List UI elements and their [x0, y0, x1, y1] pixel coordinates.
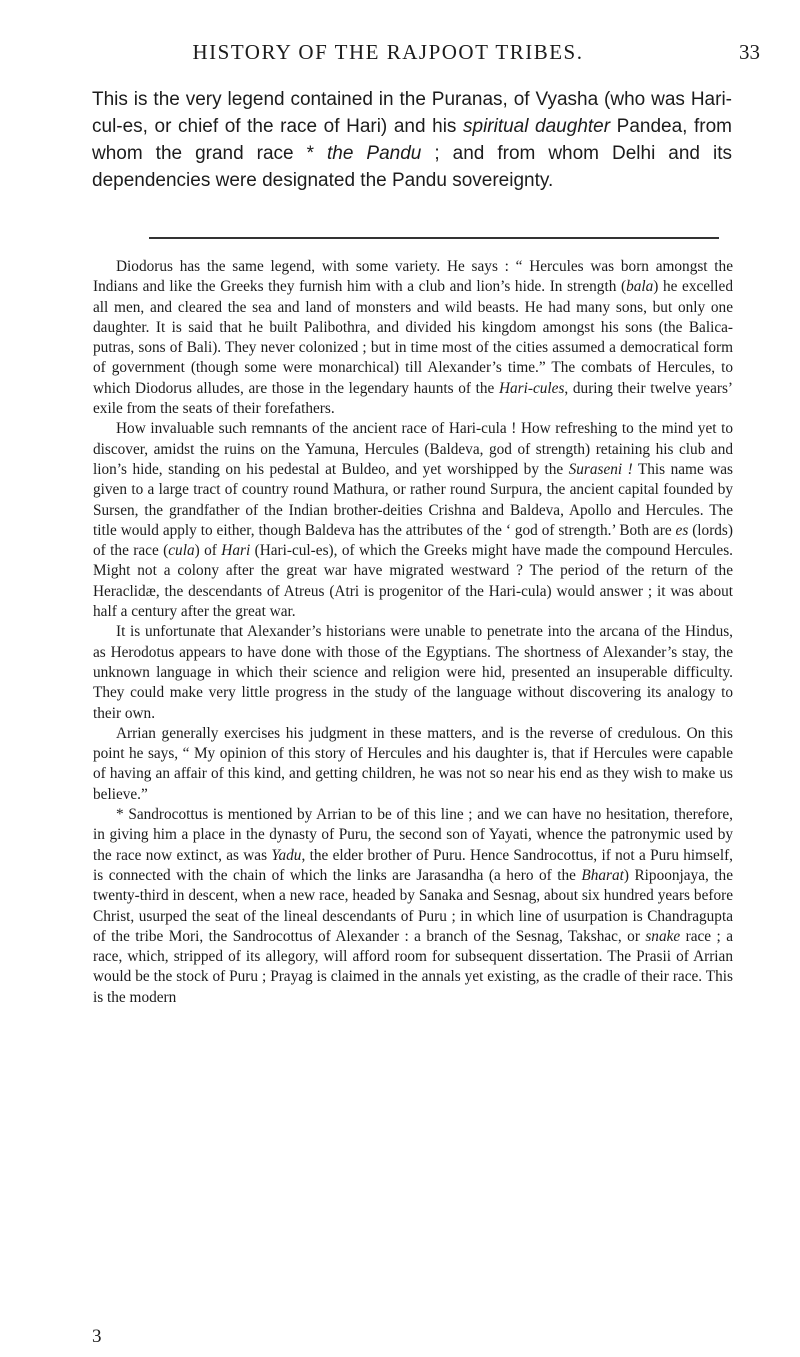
italic-run: Suraseni ! [568, 460, 633, 478]
footnote-paragraph-alexander: It is unfortunate that Alexander’s historians were unable to penetrate into the arcana of the Hindus, as Herodotus appears to have done with those of the Egyptians. The shortness of Alexander’s stay, the unknown language in which their science and religion were hid, presented an insuperable difficulty. They could make very little progress in the study of the language without discovering its analogy to their own. [93, 623, 733, 722]
italic-run: spiritual daughter [463, 116, 611, 137]
text-run: This name was given to a large tract of country round Mathura, or rather round Surpura, the ancient capital founded by Sursen, the grandfather of the Indian brother-deities Crishna and Baldeva, Apollo and Hercules. The title would apply to either, though Baldeva has the attributes of the ‘ god of strength.’ Both are [93, 460, 733, 539]
footnotes [93, 257, 733, 1008]
text-run: Pandea, from whom the grand race * [92, 116, 733, 164]
italic-run: Yadu [271, 846, 302, 864]
text-run: ; and from whom Delhi and its dependencies were designated the Pandu sovereignty. [92, 143, 732, 191]
text-run: ) of [194, 542, 222, 560]
italic-run: the Pandu [327, 143, 422, 164]
italic-run: Hari-cules [498, 379, 565, 397]
text-run: ) Ripoonjaya, the twenty-third in descent, when a new race, headed by Sanaka and Sesnag, about six hundred years before Christ, usurped the seat of the lineal descendants of Puru ; in which line of usurpation is Chandragupta of the tribe Mori, the Sandrocottus of Alexander : a branch of the Sesnag, Takshac, or [93, 866, 733, 945]
text-run: , the elder brother of Puru. Hence Sandrocottus, if not a Puru himself, is connected with the chain of which the links are Jarasandha (a hero of the [93, 846, 733, 884]
italic-run: Bharat [581, 866, 624, 884]
text-run: (Hari-cul-es), of which the Greeks might have made the compound Hercules. Might not a colony after the great war have migrated westward ? The period of the return of the Heraclidæ, the descendants of Atreus (Atri is progenitor of the Hari-cula) would answer ; it was about half a century after the great war. [93, 542, 733, 621]
page-header [0, 40, 800, 70]
footnote-paragraph-diodorus [93, 257, 733, 419]
italic-run: bala [626, 278, 654, 296]
text-run: How invaluable such remnants of the ancient race of Hari-cula ! How refreshing to the mind yet to discover, amidst the ruins on the Yamuna, Hercules (Baldeva, god of strength) retaining his club and lion’s hide, standing on his pedestal at Buldeo, and yet worshipped by the [93, 420, 733, 478]
text-run: , during their twelve years’ exile from the seats of their forefathers. [93, 379, 734, 418]
text-run: race ; a race, which, stripped of its allegory, will afford room for subsequent dissertation. The Prasii of Arrian would be the stock of Puru ; Prayag is claimed in the annals yet existing, as the cradle of their race. This is the modern [93, 927, 733, 1006]
text-run: Diodorus has the same legend, with some variety. He says : “ Hercules was born amongst the Indians and like the Greeks they furnish him with a club and lion’s hide. In strength ( [93, 258, 733, 296]
signature-mark: 3 [92, 1326, 102, 1347]
footnote-divider [149, 237, 719, 239]
text-run: (lords) of the race ( [93, 521, 733, 560]
text-run: This is the very legend contained in the Puranas, of Vyasha (who was Hari-cul-es, or chief of the race of Hari) and his [92, 89, 732, 137]
footnote-paragraph-arrian: Arrian generally exercises his judgment in these matters, and is the reverse of credulous. On this point he says, “ My opinion of this story of Hercules and his daughter is, that if Hercules were capable of having an affair of this kind, and getting children, he was not so near his end as they wish to make us believe.” [93, 724, 733, 803]
italic-run: Hari [221, 542, 251, 560]
main-paragraph [92, 86, 732, 194]
text-run: * Sandrocottus is mentioned by Arrian to be of this line ; and we can have no hesitation, therefore, in giving him a place in the dynasty of Puru, the second son of Yayati, whence the patronymic used by the race now extinct, as was [93, 806, 733, 864]
italic-run: snake [645, 927, 681, 945]
footnote-paragraph-hari-cula [93, 419, 733, 622]
footnote-paragraph-sandrocottus [93, 805, 733, 1008]
page-number: 33 [739, 40, 760, 64]
running-title: HISTORY OF THE RAJPOOT TRIBES. [192, 40, 584, 64]
italic-run: es [675, 521, 689, 539]
italic-run: cula [168, 542, 195, 560]
text-run: ) he excelled all men, and cleared the sea and land of monsters and wild beasts. He had many sons, but only one daughter. It is said that he built Palibothra, and divided his kingdom amongst his sons (the Balica-putras, sons of Bali). They never colonized ; but in time most of the cities assumed a democratical form of government (though some were monarchical) till Alexander’s time.” The combats of Hercules, to which Diodorus alludes, are those in the legendary haunts of the [93, 278, 733, 397]
main-text [92, 86, 732, 194]
